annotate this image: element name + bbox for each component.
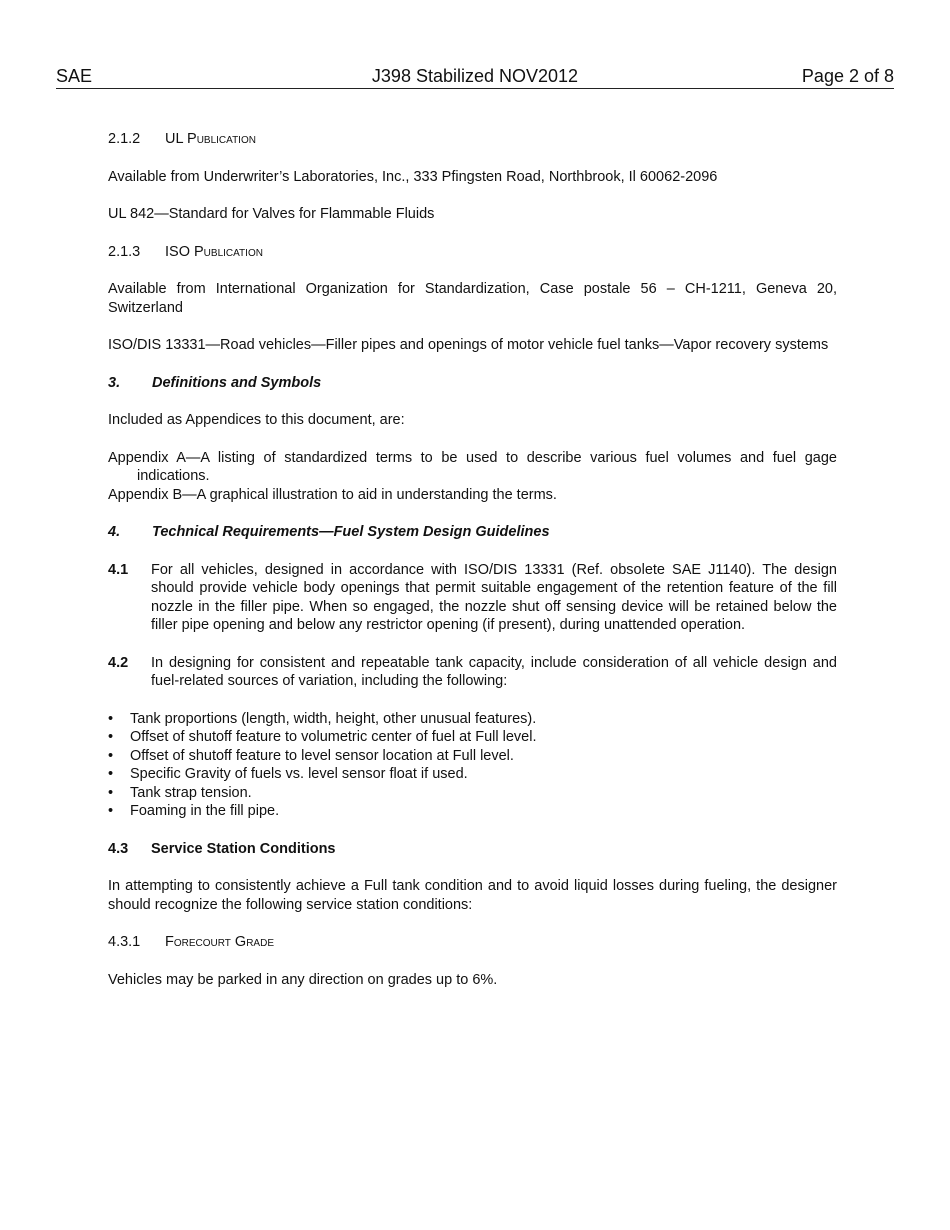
section-4-heading (108, 523, 837, 542)
section-title: Technical Requirements—Fuel System Design Guidelines (152, 524, 550, 540)
section-title: Service Station Conditions (151, 840, 336, 857)
section-title: Forecourt Grade (165, 934, 274, 950)
section-number: 4. (108, 524, 121, 540)
section-title: ISO Publication (165, 243, 263, 260)
ul-availability: Available from Underwriter’s Laboratories, Inc., 333 Pfingsten Road, Northbrook, Il 60062-2096 (108, 168, 718, 185)
iso-reference: ISO/DIS 13331—Road vehicles—Filler pipes and openings of motor vehicle fuel tanks—Vapor recovery systems (108, 337, 829, 353)
list-item: • Offset of shutoff feature to level sensor location at Full level. (108, 747, 837, 766)
section-3-heading (108, 374, 837, 393)
section-number: 4.3 (108, 840, 129, 857)
section-number: 3. (108, 374, 121, 391)
section-4-3-1-heading (108, 933, 837, 952)
list-item: • Offset of shutoff feature to volumetric center of fuel at Full level. (108, 728, 837, 747)
list-item: • Foaming in the fill pipe. (108, 802, 837, 821)
requirement-text: For all vehicles, designed in accordance with ISO/DIS 13331 (Ref. obsolete SAE J1140). The design should provide vehicle body openings that permit suitable engagement of the retention feature of the fill nozzle in the filler pipe. When so engaged, the nozzle shut off sensing device will be retained below the filler pipe opening and below any restrictor opening (if present), during unattended operation. (151, 561, 837, 633)
appendix-a: Appendix A—A listing of standardized terms to be used to describe various fuel volumes and fuel gage indications. (108, 449, 837, 484)
requirement-number: 4.2 (108, 654, 129, 671)
ul-reference: UL 842—Standard for Valves for Flammable Fluids (108, 206, 435, 222)
section-number: 2.1.2 (108, 131, 141, 147)
requirement-text: In designing for consistent and repeatable tank capacity, include consideration of all vehicle design and fuel-related sources of variation, including the following: (151, 654, 837, 689)
forecourt-grade-text: Vehicles may be parked in any direction on grades up to 6%. (108, 971, 498, 988)
section-number: 4.3.1 (108, 934, 141, 950)
section-title: UL Publication (165, 131, 256, 147)
section-2-1-3-heading (108, 243, 837, 262)
document-body (108, 130, 837, 1008)
header-doc-id: J398 Stabilized NOV2012 (371, 66, 579, 86)
page-header (56, 66, 894, 89)
appendices-intro: Included as Appendices to this document, are: (108, 412, 405, 428)
list-item: • Tank strap tension. (108, 784, 837, 803)
section-title: Definitions and Symbols (152, 374, 322, 391)
list-item: • Tank proportions (length, width, height, other unusual features). (108, 710, 837, 729)
header-org: SAE (56, 66, 93, 86)
iso-availability: Available from International Organization for Standardization, Case postale 56 – CH-1211, Geneva 20, Switzerland (108, 281, 837, 316)
requirement-4-1 (108, 561, 837, 635)
section-2-1-2-heading (108, 130, 837, 149)
requirement-number: 4.1 (108, 561, 129, 578)
section-number: 2.1.3 (108, 243, 141, 260)
list-item: • Specific Gravity of fuels vs. level sensor float if used. (108, 765, 837, 784)
appendix-b: Appendix B—A graphical illustration to aid in understanding the terms. (108, 486, 557, 503)
variation-sources-list (108, 710, 837, 821)
requirement-4-2 (108, 654, 837, 691)
section-4-3-heading (108, 840, 837, 859)
service-station-text: In attempting to consistently achieve a Full tank condition and to avoid liquid losses during fueling, the designer should recognize the following service station conditions: (108, 878, 837, 913)
header-page-number: Page 2 of 8 (801, 66, 894, 86)
